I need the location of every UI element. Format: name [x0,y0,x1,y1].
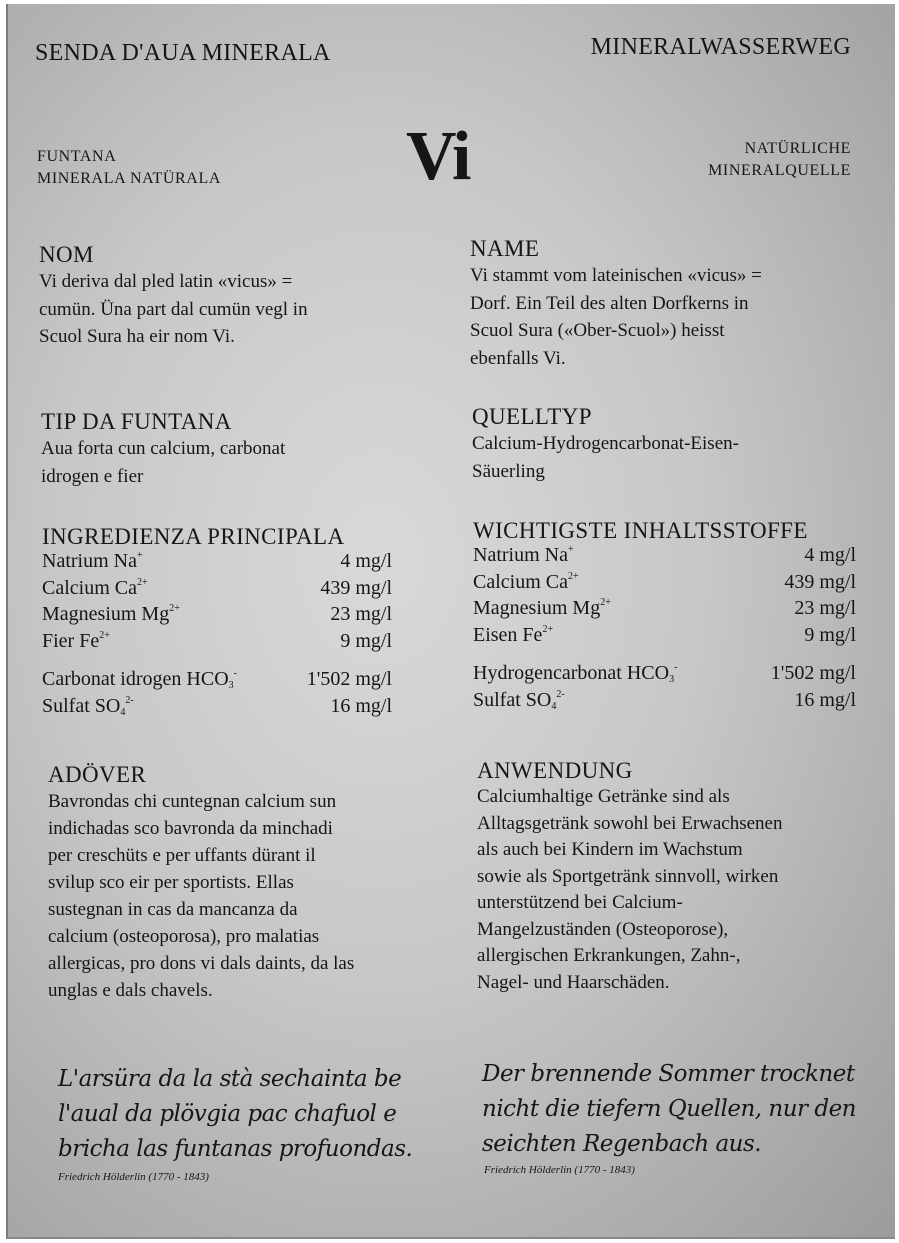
quote-line: nicht die tiefern Quellen, nur den [482,1096,856,1122]
text-line: Vi stammt vom lateinischen «vicus» = [470,265,762,286]
section-heading: ANWENDUNG [477,758,633,783]
text-line: unterstützend bei Calcium- [477,892,683,913]
ingredient-value: 4 mg/l [804,544,856,566]
quote-author: Friedrich Hölderlin (1770 - 1843) [484,1164,635,1176]
ingredient-name: Carbonat idrogen HCO [42,668,229,690]
section-text [472,430,739,485]
quote-romansh [58,1062,458,1167]
ion-charge: + [567,544,574,555]
text-line: Aua forta cun calcium, carbonat [41,438,286,459]
ingredient-name: Calcium Ca [42,576,137,599]
ingredient-name: Fier Fe [42,629,100,652]
text-line: allergischen Erkrankungen, Zahn-, [477,945,741,966]
ingredient-row [473,689,856,716]
mineral-spring-sign [6,4,895,1239]
ingredient-name: Natrium Na [473,544,568,566]
ion-charge: + [136,550,143,561]
section-text [477,784,877,996]
section-heading: WICHTIGSTE INHALTSSTOFFE [473,518,808,543]
section-ingredients-german [473,518,856,715]
ion-charge: 2+ [600,597,611,608]
ingredient-row [473,662,856,689]
text-line: unglas e dals chavels. [48,980,213,1001]
text-line: als auch bei Kindern im Wachstum [477,839,743,860]
section-use-german [477,758,877,996]
text-line: svilup sco eir per sportists. Ellas [48,872,294,893]
ingredient-row [42,630,392,657]
section-type-romansh [41,409,285,490]
text-line: Calciumhaltige Getränke sind als [477,786,730,807]
ingredient-row [473,624,856,651]
section-name-german [470,236,762,372]
ingredient-row [42,577,392,604]
text-line: Nagel- und Haarschäden. [477,971,670,993]
title-romansh: SENDA D'AUA MINERALA [35,40,331,66]
title-german: MINERALWASSERWEG [590,34,851,60]
quote-author: Friedrich Hölderlin (1770 - 1843) [58,1171,209,1183]
text-line: Alltagsgetränk sowohl bei Erwachsenen [477,812,783,834]
ion-count: 4 [551,700,557,712]
ingredient-value: 439 mg/l [784,570,856,593]
text-line: Calcium-Hydrogencarbonat-Eisen- [472,433,739,454]
ingredient-value: 9 mg/l [340,629,392,652]
section-type-german [472,404,739,485]
ingredient-row [473,571,856,598]
ingredient-value: 9 mg/l [804,623,856,646]
ion-charge: 2+ [99,629,110,641]
ion-charge: 2+ [136,576,148,588]
section-ingredients-romansh [42,524,392,721]
ingredient-name: Calcium Ca [473,570,568,593]
subtitle-german [708,138,851,182]
ingredient-value: 4 mg/l [340,550,392,572]
subtitle-german-line: MINERALQUELLE [708,162,851,179]
ion-charge: 2+ [169,603,180,614]
quote-line: Der brennende Sommer trocknet [482,1061,855,1087]
quote-line: L'arsüra da la stà sechainta be [58,1066,402,1092]
section-heading: ADÖVER [48,762,147,787]
ingredient-name: Magnesium Mg [42,603,170,625]
quote-line: l'aual da plövgia pac chafuol e [58,1101,397,1127]
text-line: Bavrondas chi cuntegnan calcium sun [48,791,337,812]
ion-count: 3 [669,674,675,685]
text-line: allergicas, pro dons vi dals daints, da las [48,953,355,974]
text-line: idrogen e fier [41,465,144,487]
subtitle-romansh [37,146,221,190]
spring-name: Vi [406,118,470,195]
section-heading: NOM [39,242,94,267]
text-line: ebenfalls Vi. [470,347,566,369]
ion-charge: 2- [556,688,565,700]
ingredient-row [42,550,392,577]
section-heading: NAME [470,236,540,261]
text-line: sowie als Sportgetränk sinnvoll, wirken [477,865,779,887]
ingredient-row [42,695,392,722]
ion-count: 3 [228,680,234,691]
text-line: Säuerling [472,460,545,482]
text-line: calcium (osteoporosa), pro malatias [48,926,320,947]
text-line: Mangelzuständen (Osteoporose), [477,918,729,940]
text-line: Scuol Sura («Ober-Scuol») heisst [470,320,725,341]
ingredient-table [42,550,392,721]
section-text [48,788,448,1004]
ingredient-value: 23 mg/l [330,603,392,625]
text-line: per creschüts e per uffants dürant il [48,845,316,866]
text-line: sustegnan in cas da mancanza da [48,899,298,920]
section-name-romansh [39,242,308,351]
subtitle-german-line: NATÜRLICHE [744,140,851,157]
quote-german [482,1057,882,1162]
ingredient-name: Natrium Na [42,550,137,572]
text-line: Dorf. Ein Teil des alten Dorfkerns in [470,292,749,314]
ingredient-value: 16 mg/l [794,688,856,711]
ingredient-name: Hydrogencarbonat HCO [473,662,670,684]
ion-charge: 2+ [542,623,554,635]
section-text [470,262,762,372]
section-text [41,435,285,490]
ingredient-name: Sulfat SO [473,688,552,711]
ingredient-row [42,668,392,695]
ingredient-name: Eisen Fe [473,623,543,646]
ingredient-table [473,544,856,715]
text-line: cumün. Üna part dal cumün vegl in [39,298,308,320]
ingredient-value: 439 mg/l [320,576,392,599]
ingredient-name: Magnesium Mg [473,597,601,619]
ingredient-value: 1'502 mg/l [770,662,856,684]
text-line: Scuol Sura ha eir nom Vi. [39,326,235,347]
section-heading: INGREDIENZA PRINCIPALA [42,524,345,549]
ingredient-row [42,603,392,630]
text-line: Vi deriva dal pled latin «vicus» = [39,271,293,292]
ion-charge: 2+ [567,570,579,582]
ingredient-value: 1'502 mg/l [306,668,392,690]
ingredient-value: 16 mg/l [330,694,392,717]
subtitle-romansh-line: MINERALA NATÜRALA [37,170,221,187]
ingredient-row [473,544,856,571]
section-heading: QUELLTYP [472,404,592,429]
subtitle-romansh-line: FUNTANA [37,148,117,165]
ingredient-value: 23 mg/l [794,597,856,619]
quote-line: seichten Regenbach aus. [482,1131,762,1157]
section-text [39,268,308,351]
ion-charge: 2- [125,694,134,706]
quote-line: bricha las funtanas profuondas. [58,1136,413,1162]
ingredient-name: Sulfat SO [42,694,121,717]
ion-count: 4 [120,706,126,718]
text-line: indichadas sco bavronda da minchadi [48,818,333,839]
ion-charge: - [233,668,237,679]
ingredient-row [473,597,856,624]
section-heading: TIP DA FUNTANA [41,409,232,434]
ion-charge: - [674,662,678,673]
section-use-romansh [48,762,448,1004]
